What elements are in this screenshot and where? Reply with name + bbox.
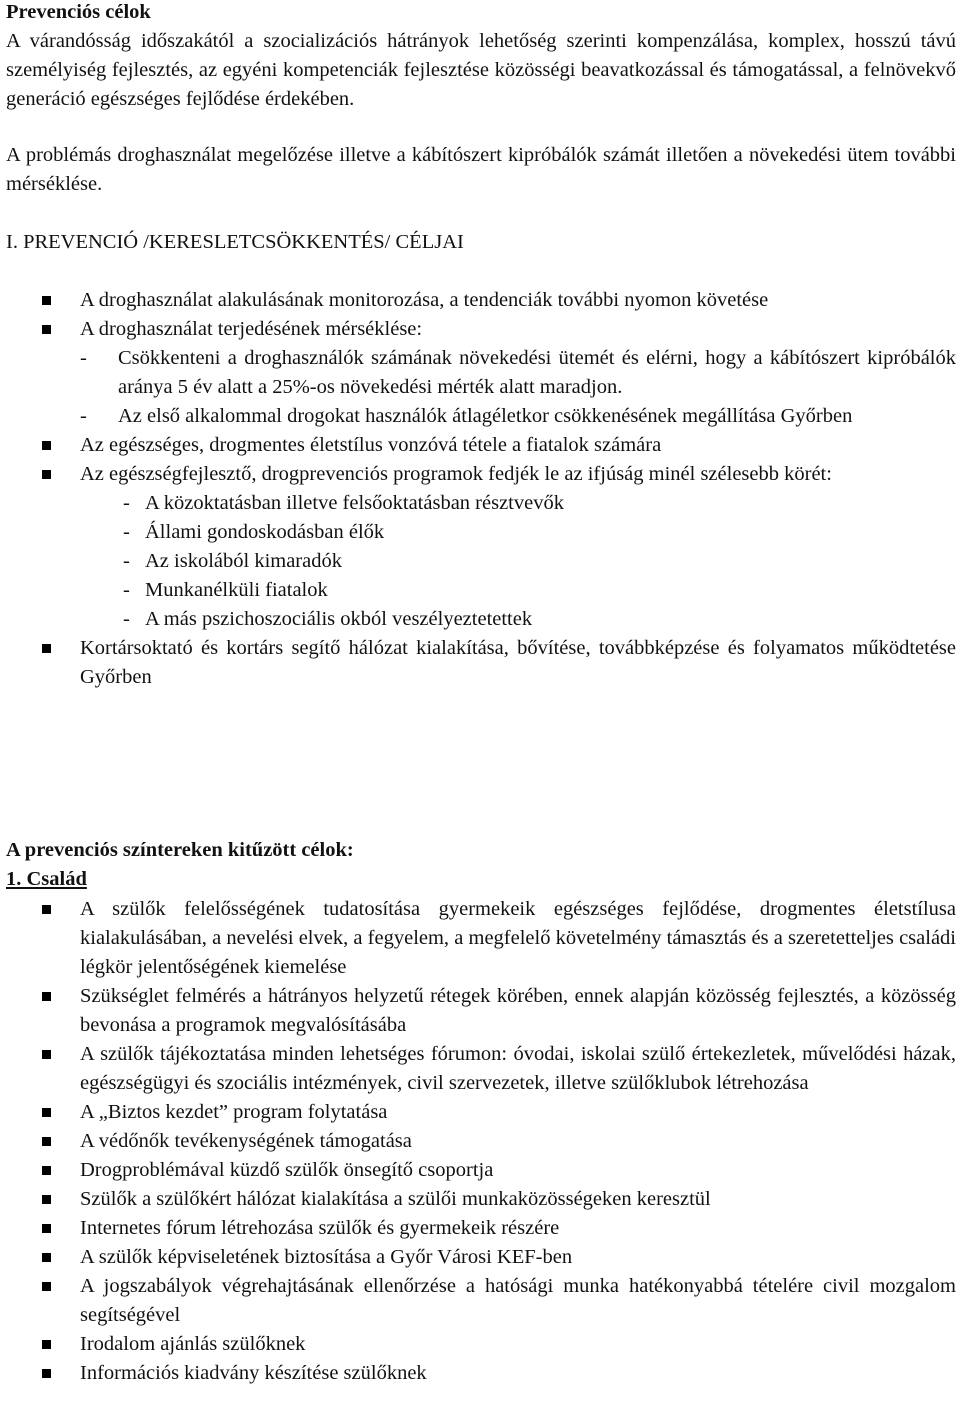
list-item: Internetes fórum létrehozása szülők és gyermekeik részére [6, 1214, 956, 1243]
sub-list-item: - Állami gondoskodásban élők [6, 518, 956, 547]
list-item: Az egészséges, drogmentes életstílus vonzóvá tétele a fiatalok számára [6, 431, 956, 460]
dash-mark: - [123, 608, 130, 630]
square-bullet-icon [42, 1137, 51, 1146]
square-bullet-icon [42, 441, 51, 450]
section-1-title-block [6, 228, 956, 257]
list-item: Információs kiadvány készítése szülőknek [6, 1359, 956, 1388]
square-bullet-icon [42, 1340, 51, 1349]
dash-list-item: - Csökkenteni a droghasználók számának növekedési ütemét és elérni, hogy a kábítószert kipróbálók aránya 5 év alatt a 25%-os növekedési mérték alatt maradjon. [6, 344, 956, 402]
dash-mark: - [123, 492, 130, 514]
square-bullet-icon [42, 470, 51, 479]
section-2-block [6, 836, 956, 894]
list-item: Irodalom ajánlás szülőknek [6, 1330, 956, 1359]
list-item: A szülők felelősségének tudatosítása gyermekeik egészséges fejlődése, drogmentes életstílusa kialakulásában, a nevelési elvek, a fegyelem, a megfelelő követelmény támasztás és a szeretetteljes családi légkör jelentőségének kiemelése [6, 895, 956, 982]
square-bullet-icon [42, 325, 51, 334]
square-bullet-icon [42, 1224, 51, 1233]
square-bullet-icon [42, 992, 51, 1001]
section-heading-prevention-goals: Prevenciós célok [6, 1, 151, 23]
square-bullet-icon [42, 1108, 51, 1117]
square-bullet-icon [42, 905, 51, 914]
intro-block-2 [6, 141, 956, 199]
square-bullet-icon [42, 1253, 51, 1262]
list-item: A droghasználat terjedésének mérséklése: [6, 315, 956, 344]
square-bullet-icon [42, 644, 51, 653]
section-2-title: A prevenciós színtereken kitűzött célok: [6, 839, 354, 861]
sub-list-item: - A más pszichoszociális okból veszélyeztetettek [6, 605, 956, 634]
square-bullet-icon [42, 1195, 51, 1204]
list-item: Az egészségfejlesztő, drogprevenciós programok fedjék le az ifjúság minél szélesebb körét: [6, 460, 956, 489]
dash-mark: - [123, 550, 130, 572]
square-bullet-icon [42, 1282, 51, 1291]
dash-mark: - [80, 405, 87, 427]
square-bullet-icon [42, 1050, 51, 1059]
section-2-subtitle: 1. Család [6, 868, 87, 890]
list-item: Szülők a szülőkért hálózat kialakítása a szülői munkaközösségeken keresztül [6, 1185, 956, 1214]
sub-list-item: - A közoktatásban illetve felsőoktatásban résztvevők [6, 489, 956, 518]
list-item: Kortársoktató és kortárs segítő hálózat kialakítása, bővítése, továbbképzése és folyamatos működtetése Győrben [6, 634, 956, 692]
list-item: A szülők képviseletének biztosítása a Győr Városi KEF-ben [6, 1243, 956, 1272]
list-item: A védőnők tevékenységének támogatása [6, 1127, 956, 1156]
list-item: Szükséglet felmérés a hátrányos helyzetű rétegek körében, ennek alapján közösség fejlesztés, a közösség bevonása a programok megvalósításába [6, 982, 956, 1040]
dash-mark: - [80, 347, 87, 369]
sub-list-item: - Munkanélküli fiatalok [6, 576, 956, 605]
list-item: Drogproblémával küzdő szülők önsegítő csoportja [6, 1156, 956, 1185]
square-bullet-icon [42, 1166, 51, 1175]
section-2-list [6, 895, 956, 1388]
sub-list-item: - Az iskolából kimaradók [6, 547, 956, 576]
square-bullet-icon [42, 296, 51, 305]
square-bullet-icon [42, 1369, 51, 1378]
intro-paragraph-2: A problémás droghasználat megelőzése illetve a kábítószert kipróbálók számát illetően a növekedési ütem további mérséklése. [6, 144, 956, 195]
dash-mark: - [123, 579, 130, 601]
intro-paragraph-1: A várandósság időszakától a szocializációs hátrányok lehetőség szerinti kompenzálása, komplex, hosszú távú személyiség fejlesztés, az egyéni kompetenciák fejlesztése közösségi beavatkozással és támogatással, a felnövekvő generáció egészséges fejlődése érdekében. [6, 30, 956, 110]
list-item: A jogszabályok végrehajtásának ellenőrzése a hatósági munka hatékonyabbá tételére civil mozgalom segítségével [6, 1272, 956, 1330]
list-item: A „Biztos kezdet” program folytatása [6, 1098, 956, 1127]
dash-mark: - [123, 521, 130, 543]
intro-block [6, 0, 956, 114]
section-1-title: I. PREVENCIÓ /KERESLETCSÖKKENTÉS/ CÉLJAI [6, 231, 464, 253]
dash-list-item: - Az első alkalommal drogokat használók átlagéletkor csökkenésének megállítása Győrben [6, 402, 956, 431]
list-item: A droghasználat alakulásának monitorozása, a tendenciák további nyomon követése [6, 286, 956, 315]
section-1-list [6, 286, 956, 692]
list-item: A szülők tájékoztatása minden lehetséges fórumon: óvodai, iskolai szülő értekezletek, művelődési házak, egészségügyi és szociális intézmények, civil szervezetek, illetve szülőklubok létrehozása [6, 1040, 956, 1098]
